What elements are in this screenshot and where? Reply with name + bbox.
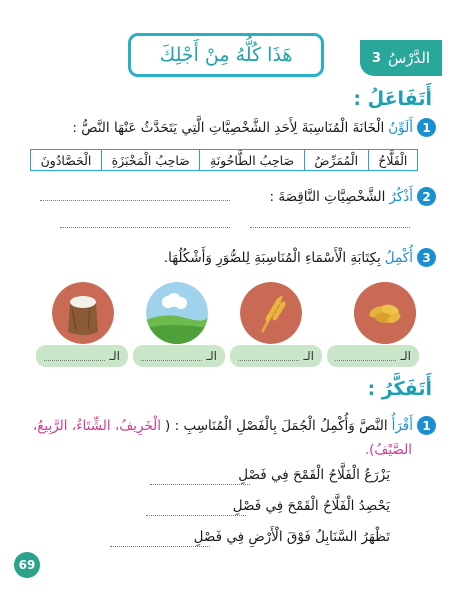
question-number-badge: 3	[417, 248, 436, 267]
word-cell[interactable]: صَاحِبُ الْمَخْبَزَةِ	[101, 150, 199, 170]
word-cell[interactable]: الْحَصَّادُونَ	[40, 152, 92, 168]
wheat-stalk-icon	[240, 282, 302, 344]
section-interact-heading: أَتَفَاعَلُ :	[353, 88, 432, 110]
section-think-heading: أَتَفَكَّرُ :	[367, 378, 432, 400]
lesson-number: 3	[371, 50, 381, 66]
seasons-list-continued: الصَّيْفُ).	[364, 442, 412, 458]
question-text: النَّصَّ وَأُكْمِلُ الْجُمَلَ بِالْفَصْلِ الْمُنَاسِبِ : (	[165, 417, 388, 434]
prefix-label: الـ	[303, 349, 314, 363]
sentence-2: يَحْصِدُ الْفَلَّاحُ الْقَمْحَ فِي فَصْلِ	[232, 498, 390, 514]
prefix-label: الـ	[109, 349, 120, 363]
sentence-1: يَزْرَعُ الْفَلَّاحُ الْقَمْحَ فِي فَصْلِ	[238, 467, 390, 483]
question-number-badge: 1	[417, 416, 436, 435]
field-icon	[146, 282, 208, 344]
answer-line[interactable]	[40, 200, 230, 201]
picture-answer-field[interactable]	[327, 345, 419, 367]
seasons-list: الْخَرِيفُ، الشِّتَاءُ، الرَّبِيعُ،	[32, 417, 162, 434]
answer-line[interactable]	[250, 227, 410, 228]
question-text: بِكِتَابَةِ الْأَسْمَاءِ الْمُنَاسِبَةِ لِلصُّوَرِ وَأَشْكُلُهَا.	[163, 249, 381, 266]
picture-answer-field[interactable]	[36, 345, 128, 367]
question-text: الْخَانَةَ الْمُنَاسِبَةَ لِأَحَدِ الشَّخْصِيَّاتِ الَّتِي يَتَحَدَّثُ عَنْهَا النَّصُّ :	[72, 119, 385, 136]
word-cell[interactable]: صَاحِبُ الطَّاحُونَةِ	[199, 150, 303, 170]
question-3	[164, 248, 436, 267]
prefix-label: الـ	[400, 349, 411, 363]
word-cell[interactable]: الْفَلَّاحُ	[368, 150, 417, 170]
answer-line[interactable]	[110, 546, 210, 547]
lesson-title: هَذَا كُلُّهُ مِنْ أَجْلِكَ	[159, 44, 293, 66]
answer-line[interactable]	[60, 227, 230, 228]
question-verb: أَقْرَأُ	[391, 417, 413, 434]
question-verb: أَلَوِّنُ	[388, 119, 413, 136]
question-1	[72, 118, 436, 137]
answer-line[interactable]	[146, 515, 246, 516]
prefix-label: الـ	[206, 349, 217, 363]
question-text: الشَّخْصِيَّاتِ النَّاقِصَةَ :	[269, 188, 386, 205]
word-cell[interactable]: الْمُمَرِّضُ	[304, 150, 368, 170]
lesson-label: الدَّرْسُ	[387, 49, 431, 67]
flour-sack-icon	[52, 282, 114, 344]
question-number-badge: 1	[417, 118, 436, 137]
lesson-tab	[360, 40, 442, 76]
question-number-badge: 2	[417, 187, 436, 206]
question-2	[270, 187, 436, 206]
lesson-title-box	[128, 33, 324, 77]
picture-answer-field[interactable]	[230, 345, 322, 367]
answer-line[interactable]	[150, 484, 250, 485]
sentence-3: تَظْهَرُ السَّنَابِلُ فَوْقَ الْأَرْضِ فِي فَصْلِ	[193, 529, 390, 545]
word-table	[30, 149, 418, 171]
wheat-grains-icon	[354, 282, 416, 344]
page-number: 69	[14, 552, 40, 578]
picture-answer-field[interactable]	[133, 345, 225, 367]
question-verb: أُكْمِلُ	[384, 249, 413, 266]
question-4	[33, 416, 436, 435]
question-verb: أَذْكُرُ	[389, 188, 413, 205]
